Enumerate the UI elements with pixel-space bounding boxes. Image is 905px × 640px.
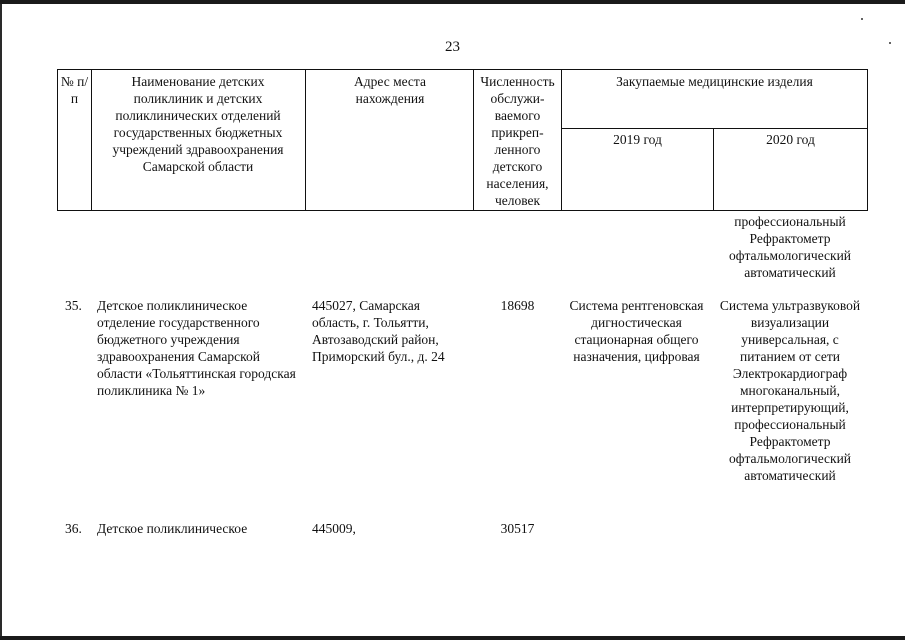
scan-border-bottom [0,636,905,640]
header-year-2020: 2020 год [766,132,815,147]
page-number: 23 [445,39,460,55]
row-num: 36. [65,521,82,536]
row-devices-2019: Система рентгеновская дигностическая стационарная общего назначения, цифровая [569,298,704,364]
row-address: 445027, Самарская область, г. Тольятти, Автозаводский район, Приморский бул., д. 24 [312,298,445,364]
table-right-border [867,69,868,211]
header-name: Наименование детских поликлиник и детских поликлинических отделений государственных бюджетных учреждений здравоохранения Самарской области [112,74,284,174]
scan-border-top [0,0,905,4]
row-population: 18698 [500,298,535,313]
header-num: № п/п [60,74,89,106]
scan-speck [861,18,863,20]
header-address: Адрес места нахождения [354,74,426,106]
row-population: 30517 [500,521,535,536]
table-top-border [57,69,868,70]
row-devices-2020: Система ультразвуковой визуализации универсальная, с питанием от сети Электрокардиограф многоканальный, интерпретирующий, профессиональный Рефрактометр офтальмологический автоматический [719,298,861,483]
header-population: Численность обслужи-ваемого прикреп-ленного детского населения, человек [480,74,555,208]
header-year-2019: 2019 год [613,132,662,147]
row-address: 445009, [312,521,356,536]
row-name: Детское поликлиническое [97,521,248,536]
header-devices: Закупаемые медицинские изделия [616,74,813,89]
row-name: Детское поликлиническое отделение государственного бюджетного учреждения здравоохранения Самарской области «Тольяттинская городская поликлиника № 1» [97,298,296,398]
row-num: 35. [65,298,82,313]
devices-subheader-line [561,128,868,129]
table-header-bottom-border [57,210,868,211]
column-divider [91,69,92,211]
scan-border-left [0,4,2,640]
column-divider [305,69,306,211]
continuation-devices-2020: профессиональный Рефрактометр офтальмологический автоматический [728,214,852,280]
